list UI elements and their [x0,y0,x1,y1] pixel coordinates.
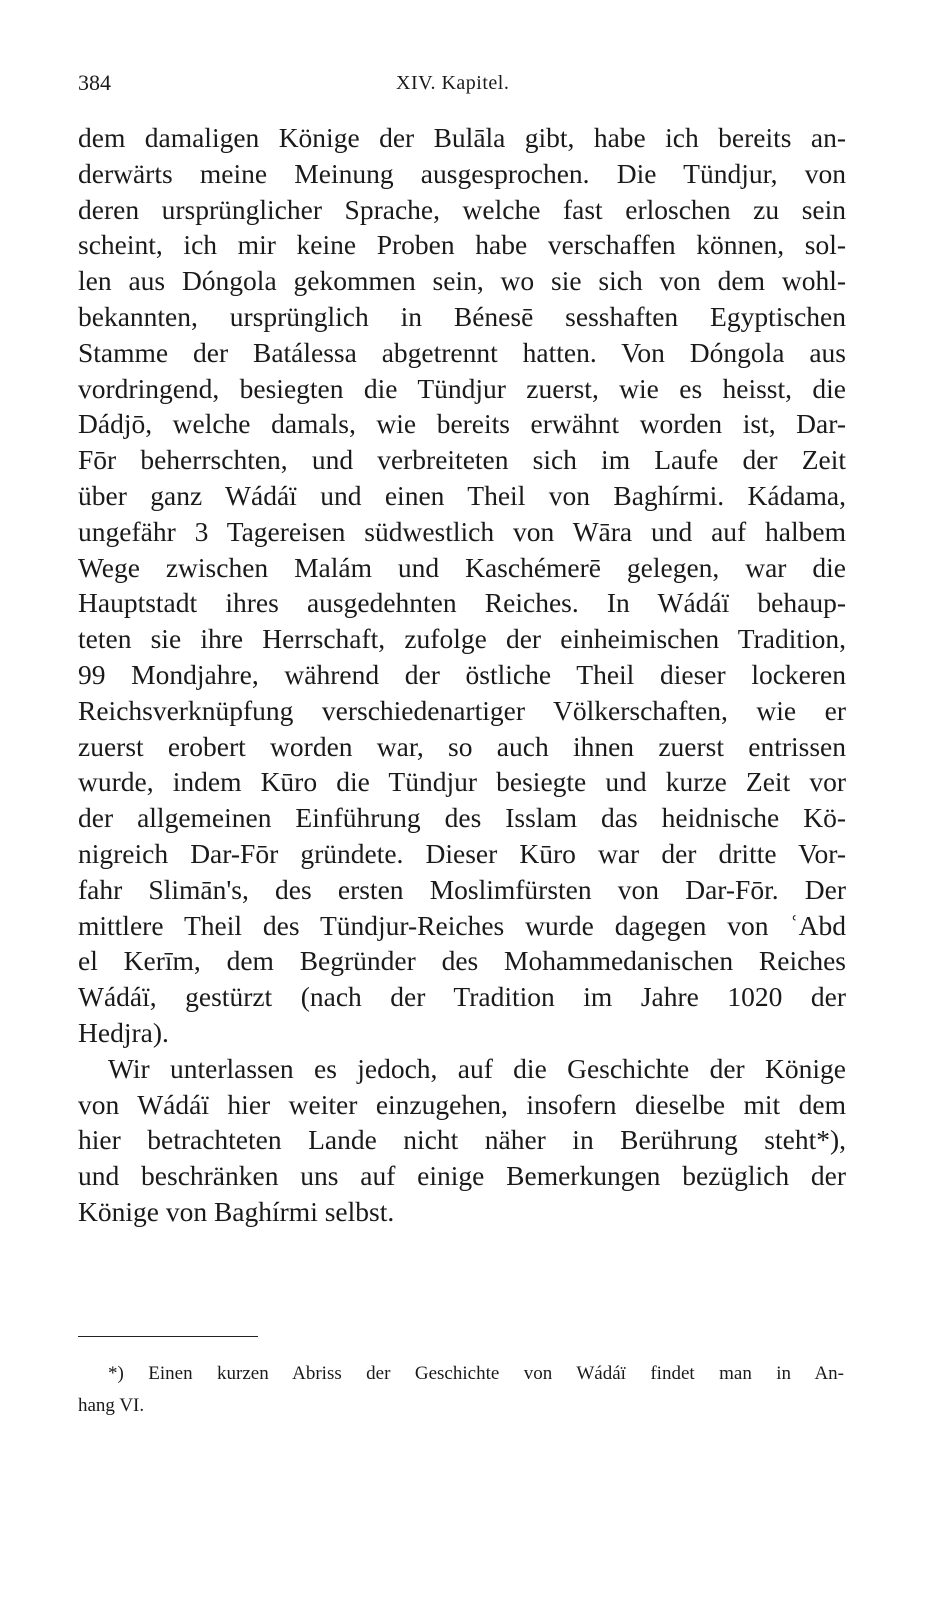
text-line: und beschränken uns auf einige Bemerkungen bezüglich der [78,1160,846,1192]
text-line: ungefähr 3 Tagereisen südwestlich von Wāra und auf halbem [78,515,846,547]
text-line: derwärts meine Meinung ausgesprochen. Die Tündjur, von [78,157,846,189]
text-line: 99 Mondjahre, während der östliche Theil dieser lockeren [78,658,846,690]
text-line: vordringend, besiegten die Tündjur zuerst, wie es heisst, die [78,372,846,404]
text-line: Wege zwischen Malám und Kaschémerē gelegen, war die [78,551,846,583]
text-line: Hauptstadt ihres ausgedehnten Reiches. In Wádáï behaup- [78,587,846,619]
text-line: nigreich Dar-Fōr gründete. Dieser Kūro war der dritte Vor- [78,837,846,869]
text-line: zuerst erobert worden war, so auch ihnen zuerst entrissen [78,730,846,762]
text-line: len aus Dóngola gekommen sein, wo sie sich von dem wohl- [78,265,846,297]
running-header [78,70,848,106]
footnote-line: *) Einen kurzen Abriss der Geschichte von Wádáï findet man in An- [108,1363,844,1384]
text-line: teten sie ihre Herrschaft, zufolge der einheimischen Tradition, [78,623,846,655]
text-line: über ganz Wádáï und einen Theil von Baghírmi. Kádama, [78,479,846,511]
text-line: von Wádáï hier weiter einzugehen, insofern dieselbe mit dem [78,1088,846,1120]
text-line: Reichsverknüpfung verschiedenartiger Völkerschaften, wie er [78,694,846,726]
text-line: hier betrachteten Lande nicht näher in Berührung steht*), [78,1124,846,1156]
text-line: Könige von Baghírmi selbst. [78,1195,395,1227]
text-line: scheint, ich mir keine Proben habe verschaffen können, sol- [78,229,846,261]
text-line: Dádjō, welche damals, wie bereits erwähnt worden ist, Dar- [78,408,846,440]
text-line: Wádáï, gestürzt (nach der Tradition im Jahre 1020 der [78,981,846,1013]
text-line: deren ursprünglicher Sprache, welche fast erloschen zu sein [78,193,846,225]
text-line: dem damaligen Könige der Bulāla gibt, habe ich bereits an- [78,122,846,153]
text-line: Hedjra). [78,1016,169,1048]
text-line: der allgemeinen Einführung des Isslam das heidnische Kö- [78,802,846,834]
footnote [78,1358,844,1422]
text-line: el Kerīm, dem Begründer des Mohammedanischen Reiches [78,945,846,977]
footnote-line: hang VI. [78,1395,145,1416]
text-line: fahr Slimān's, des ersten Moslimfürsten von Dar-Fōr. Der [78,873,846,905]
chapter-title: XIV. Kapitel. [396,72,510,94]
text-line: mittlere Theil des Tündjur-Reiches wurde dagegen von ʿAbd [78,909,846,941]
text-line: bekannten, ursprünglich in Bénesē sesshaften Egyptischen [78,300,846,332]
body-text [78,120,846,1230]
text-line: Fōr beherrschten, und verbreiteten sich im Laufe der Zeit [78,444,846,476]
text-line: Wir unterlassen es jedoch, auf die Geschichte der Könige [108,1052,846,1084]
footnote-divider [78,1336,258,1337]
text-line: wurde, indem Kūro die Tündjur besiegte und kurze Zeit vor [78,766,846,798]
text-line: Stamme der Batálessa abgetrennt hatten. Von Dóngola aus [78,336,846,368]
page-number: 384 [78,70,111,95]
